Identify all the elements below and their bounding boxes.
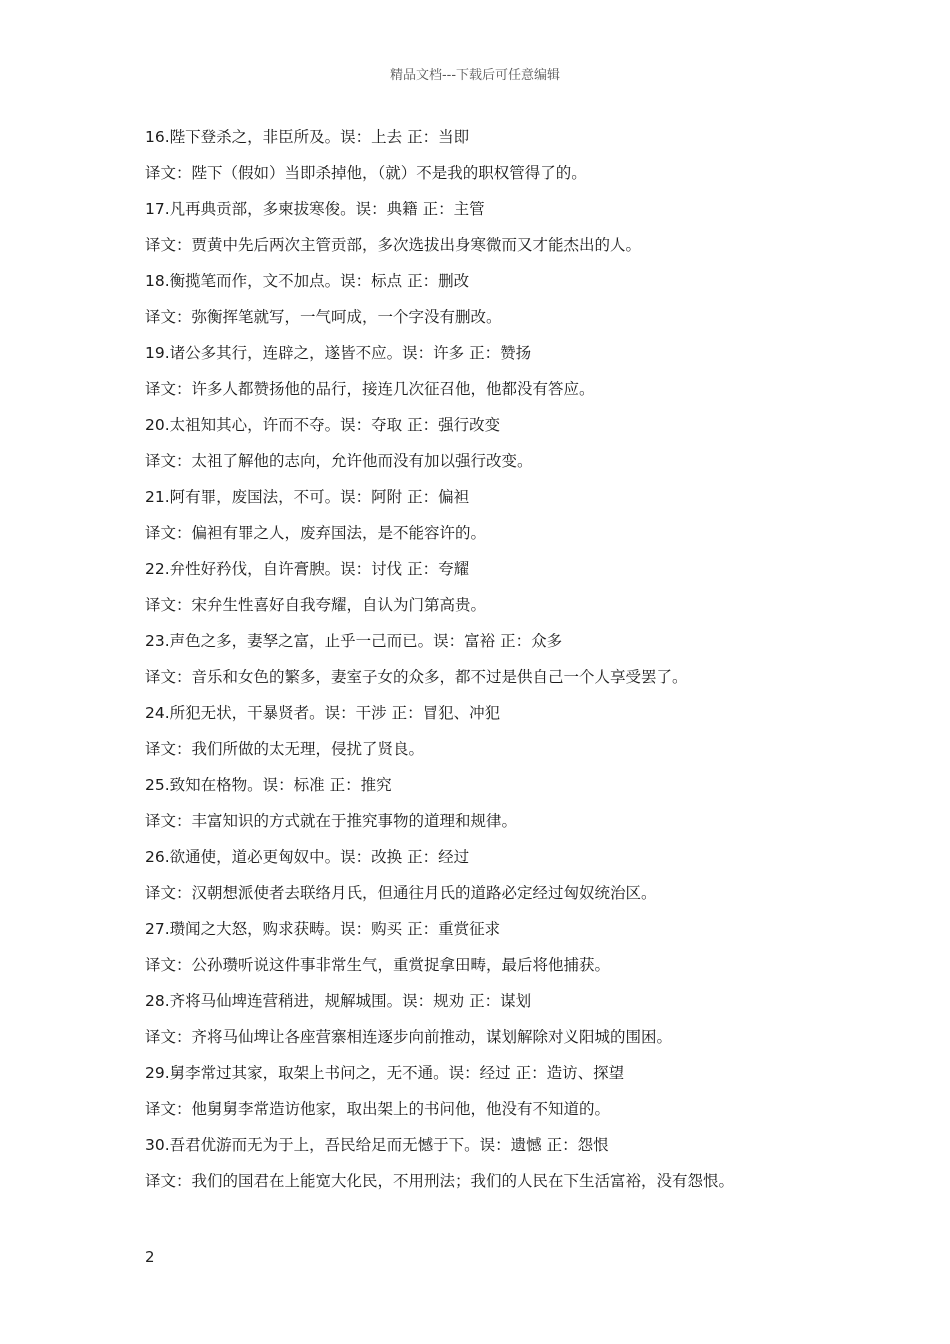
text-line: 译文：我们所做的太无理，侵扰了贤良。	[145, 740, 425, 758]
text-line: 16.陛下登杀之，非臣所及。误：上去 正：当即	[145, 128, 470, 146]
text-line: 译文：弥衡挥笔就写，一气呵成，一个字没有删改。	[145, 308, 502, 326]
text-line: 22.弁性好矜伐，自许膏腴。误：讨伐 正：夸耀	[145, 560, 470, 578]
text-line: 译文：我们的国君在上能宽大化民，不用刑法；我们的人民在下生活富裕，没有怨恨。	[145, 1172, 735, 1190]
document-body	[145, 124, 905, 1204]
text-line: 19.诸公多其行，连辟之，遂皆不应。误：许多 正：赞扬	[145, 344, 532, 362]
text-line: 译文：许多人都赞扬他的品行，接连几次征召他，他都没有答应。	[145, 380, 595, 398]
text-line: 译文：他舅舅李常造访他家，取出架上的书问他，他没有不知道的。	[145, 1100, 611, 1118]
text-line: 译文：宋弁生性喜好自我夸耀，自认为门第高贵。	[145, 596, 487, 614]
text-line: 29.舅李常过其家，取架上书问之，无不通。误：经过 正：造访、探望	[145, 1064, 625, 1082]
text-line: 24.所犯无状，干暴贤者。误：干涉 正：冒犯、冲犯	[145, 704, 501, 722]
text-line: 译文：音乐和女色的繁多，妻室子女的众多，都不过是供自己一个人享受罢了。	[145, 668, 688, 686]
text-line: 17.凡再典贡部，多柬拔寒俊。误：典籍 正：主管	[145, 200, 485, 218]
text-line: 25.致知在格物。误：标准 正：推究	[145, 776, 392, 794]
text-line: 译文：齐将马仙埤让各座营寨相连逐步向前推动，谋划解除对义阳城的围困。	[145, 1028, 673, 1046]
text-line: 译文：汉朝想派使者去联络月氏，但通往月氏的道路必定经过匈奴统治区。	[145, 884, 657, 902]
text-line: 18.衡揽笔而作，文不加点。误：标点 正：删改	[145, 272, 470, 290]
text-line: 译文：贾黄中先后两次主管贡部，多次选拔出身寒微而又才能杰出的人。	[145, 236, 642, 254]
page-number: 2	[145, 1248, 155, 1266]
text-line: 27.瓒闻之大怒，购求获畴。误：购买 正：重赏征求	[145, 920, 501, 938]
text-line: 译文：偏袒有罪之人，废弃国法，是不能容许的。	[145, 524, 487, 542]
page-header: 精品文档---下载后可任意编辑	[389, 68, 561, 83]
text-line: 28.齐将马仙埤连营稍进，规解城围。误：规劝 正：谋划	[145, 992, 532, 1010]
text-line: 译文：太祖了解他的志向，允许他而没有加以强行改变。	[145, 452, 533, 470]
text-line: 译文：丰富知识的方式就在于推究事物的道理和规律。	[145, 812, 518, 830]
text-line: 20.太祖知其心，许而不夺。误：夺取 正：强行改变	[145, 416, 501, 434]
text-line: 译文：陛下（假如）当即杀掉他，（就）不是我的职权管得了的。	[145, 164, 587, 182]
text-line: 26.欲通使，道必更匈奴中。误：改换 正：经过	[145, 848, 470, 866]
text-line: 译文：公孙瓒听说这件事非常生气，重赏捉拿田畴，最后将他捕获。	[145, 956, 611, 974]
text-line: 21.阿有罪，废国法，不可。误：阿附 正：偏袒	[145, 488, 470, 506]
text-line: 23.声色之多，妻孥之富，止乎一己而已。误：富裕 正：众多	[145, 632, 563, 650]
text-line: 30.吾君优游而无为于上，吾民给足而无憾于下。误：遗憾 正：怨恨	[145, 1136, 609, 1154]
